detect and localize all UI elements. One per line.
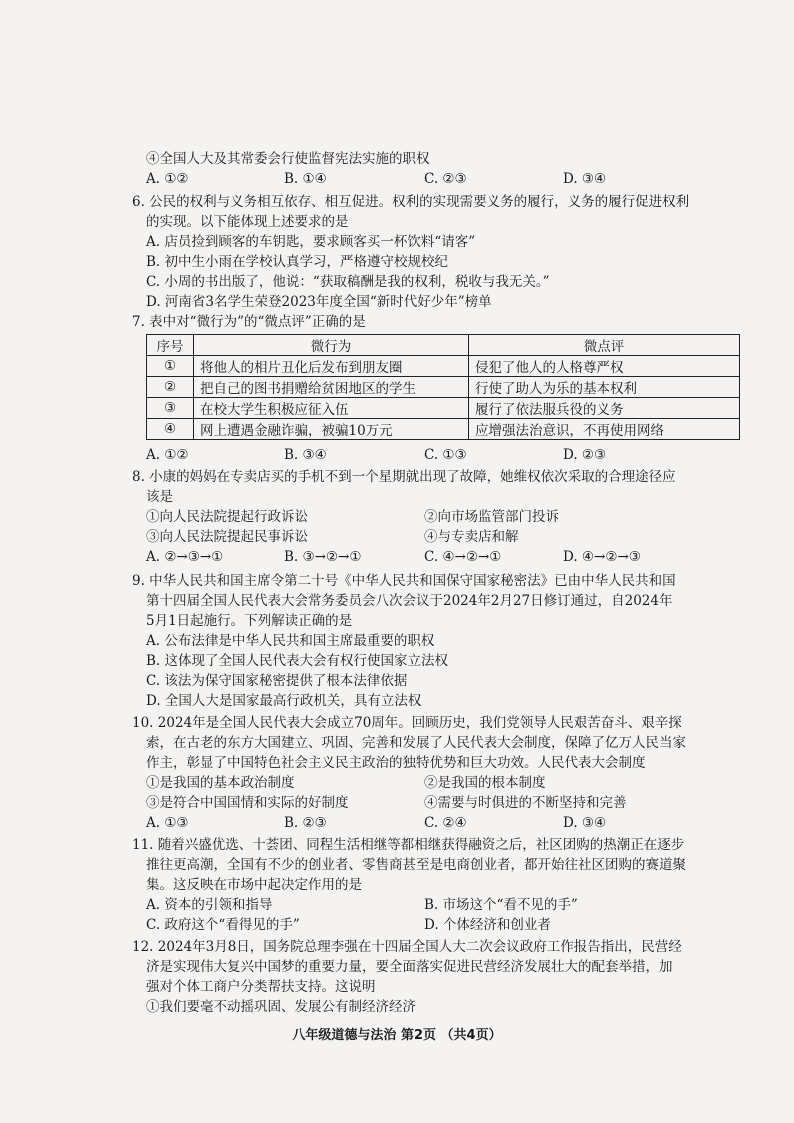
table-header-cell: 微行为 <box>194 335 469 356</box>
q10-item-4: ④需要与时俱进的不断坚持和完善 <box>424 795 627 811</box>
q5-item-4: ④全国人大及其常委会行使监督宪法实施的职权 <box>146 151 430 167</box>
q8-stem-line-1: 8. 小康的妈妈在专卖店买的手机不到一个星期就出现了故障，她维权依次采取的合理途径应 <box>132 469 676 485</box>
q10-stem-line-1: 10. 2024年是全国人民代表大会成立70周年。回顾历史，我们党领导人民艰苦奋斗、艰辛探 <box>132 715 682 731</box>
table-cell: 应增强法治意识，不再使用网络 <box>469 419 740 440</box>
q8-item-2: ②向市场监管部门投诉 <box>424 509 559 525</box>
q9-stem-line-2: 第十四届全国人民代表大会常务委员会八次会议于2024年2月27日修订通过，自2024年 <box>146 593 673 609</box>
q11-option-d: D. 个体经济和创业者 <box>424 917 551 933</box>
table-cell: 在校大学生积极应征入伍 <box>194 398 469 419</box>
q11-option-b: B. 市场这个“看不见的手” <box>424 897 578 913</box>
q8-item-4: ④与专卖店和解 <box>424 529 519 545</box>
q12-item-1: ①我们要毫不动摇巩固、发展公有制经济经济 <box>146 999 416 1015</box>
table-cell: 将他人的相片丑化后发布到朋友圈 <box>194 356 469 377</box>
table-header-cell: 微点评 <box>469 335 740 356</box>
q5-option-b: B. ①④ <box>284 171 327 187</box>
q6-option-c: C. 小周的书出版了，他说：“获取稿酬是我的权利，税收与我无关。” <box>146 274 550 290</box>
q11-stem-line-1: 11. 随着兴盛优选、十荟团、同程生活相继等都相继获得融资之后，社区团购的热潮正在逐步 <box>132 837 685 853</box>
q9-option-b: B. 这体现了全国人民代表大会有权行使国家立法权 <box>146 653 449 669</box>
q10-item-3: ③是符合中国国情和实际的好制度 <box>146 795 349 811</box>
table-cell: 行使了助人为乐的基本权利 <box>469 377 740 398</box>
q8-option-b: B. ③→②→① <box>284 549 362 565</box>
q10-option-b: B. ②③ <box>284 815 327 831</box>
q11-option-c: C. 政府这个“看得见的手” <box>146 917 300 933</box>
q5-option-a: A. ①② <box>146 171 189 187</box>
q6-option-b: B. 初中生小雨在学校认真学习，严格遵守校规校纪 <box>146 254 449 270</box>
q6-stem-line-2: 的实现。以下能体现上述要求的是 <box>146 214 349 230</box>
q8-option-c: C. ④→②→① <box>424 549 502 565</box>
table-row <box>147 356 740 377</box>
q7-option-b: B. ③④ <box>284 447 327 463</box>
q10-option-c: C. ②④ <box>424 815 467 831</box>
q7-option-d: D. ②③ <box>563 447 607 463</box>
q10-item-1: ①是我国的基本政治制度 <box>146 775 295 791</box>
q10-stem-line-3: 作主，彰显了中国特色社会主义民主政治的独特优势和巨大功效。人民代表大会制度 <box>146 755 646 771</box>
table-row <box>147 398 740 419</box>
q12-stem-line-3: 强对个体工商户分类帮扶支持。这说明 <box>146 979 376 995</box>
q9-option-a: A. 公布法律是中华人民共和国主席最重要的职权 <box>146 633 435 649</box>
q12-stem-line-1: 12. 2024年3月8日，国务院总理李强在十四届全国人大二次会议政府工作报告指出，民营经 <box>132 939 682 955</box>
q6-stem-line-1: 6. 公民的权利与义务相互依存、相互促进。权利的实现需要义务的履行，义务的履行促进权利 <box>132 194 690 210</box>
q10-stem-line-2: 索，在古老的东方大国建立、巩固、完善和发展了人民代表大会制度，保障了亿万人民当家 <box>146 735 686 751</box>
q7-option-c: C. ①③ <box>424 447 467 463</box>
table-cell: 侵犯了他人的人格尊严权 <box>469 356 740 377</box>
table-header-cell: 序号 <box>147 335 194 356</box>
q6-option-a: A. 店员捡到顾客的车钥匙，要求顾客买一杯饮料“请客” <box>146 234 476 250</box>
table-cell: 履行了依法服兵役的义务 <box>469 398 740 419</box>
q11-stem-line-2: 推往更高潮，全国有不少的创业者、零售商甚至是电商创业者，都开始往社区团购的赛道聚 <box>146 857 686 873</box>
q10-option-d: D. ③④ <box>563 815 607 831</box>
table-header-row <box>147 335 740 356</box>
q12-stem-line-2: 济是实现伟大复兴中国梦的重要力量，要全面落实促进民营经济发展壮大的配套举措，加 <box>146 959 673 975</box>
q5-option-d: D. ③④ <box>563 171 607 187</box>
q5-option-c: C. ②③ <box>424 171 467 187</box>
q7-stem: 7. 表中对“微行为”的“微点评”正确的是 <box>132 314 366 330</box>
page-footer: 八年级道德与法治 第2页 （共4页） <box>292 1028 502 1043</box>
q8-option-a: A. ②→③→① <box>146 549 224 565</box>
table-row <box>147 419 740 440</box>
q8-option-d: D. ④→②→③ <box>563 549 641 565</box>
q7-table <box>146 334 740 440</box>
q7-option-a: A. ①② <box>146 447 189 463</box>
table-row <box>147 377 740 398</box>
q9-stem-line-3: 5月1日起施行。下列解读正确的是 <box>146 613 353 629</box>
q11-option-a: A. 资本的引领和指导 <box>146 897 273 913</box>
q10-item-2: ②是我国的根本制度 <box>424 775 546 791</box>
table-cell: ② <box>147 377 194 398</box>
q11-stem-line-3: 集。这反映在市场中起决定作用的是 <box>146 877 362 893</box>
q8-item-1: ①向人民法院提起行政诉讼 <box>146 509 308 525</box>
q9-option-c: C. 该法为保守国家秘密提供了根本法律依据 <box>146 673 408 689</box>
q8-item-3: ③向人民法院提起民事诉讼 <box>146 529 308 545</box>
q10-option-a: A. ①③ <box>146 815 189 831</box>
table-cell: 网上遭遇金融诈骗，被骗10万元 <box>194 419 469 440</box>
q8-stem-line-2: 该是 <box>146 489 173 505</box>
q6-option-d: D. 河南省3名学生荣登2023年度全国“新时代好少年”榜单 <box>146 294 492 310</box>
q9-option-d: D. 全国人大是国家最高行政机关，具有立法权 <box>146 693 422 709</box>
q9-stem-line-1: 9. 中华人民共和国主席令第二十号《中华人民共和国保守国家秘密法》已由中华人民共和国 <box>132 573 676 589</box>
table-cell: 把自己的图书捐赠给贫困地区的学生 <box>194 377 469 398</box>
table-cell: ① <box>147 356 194 377</box>
table-cell: ④ <box>147 419 194 440</box>
table-cell: ③ <box>147 398 194 419</box>
